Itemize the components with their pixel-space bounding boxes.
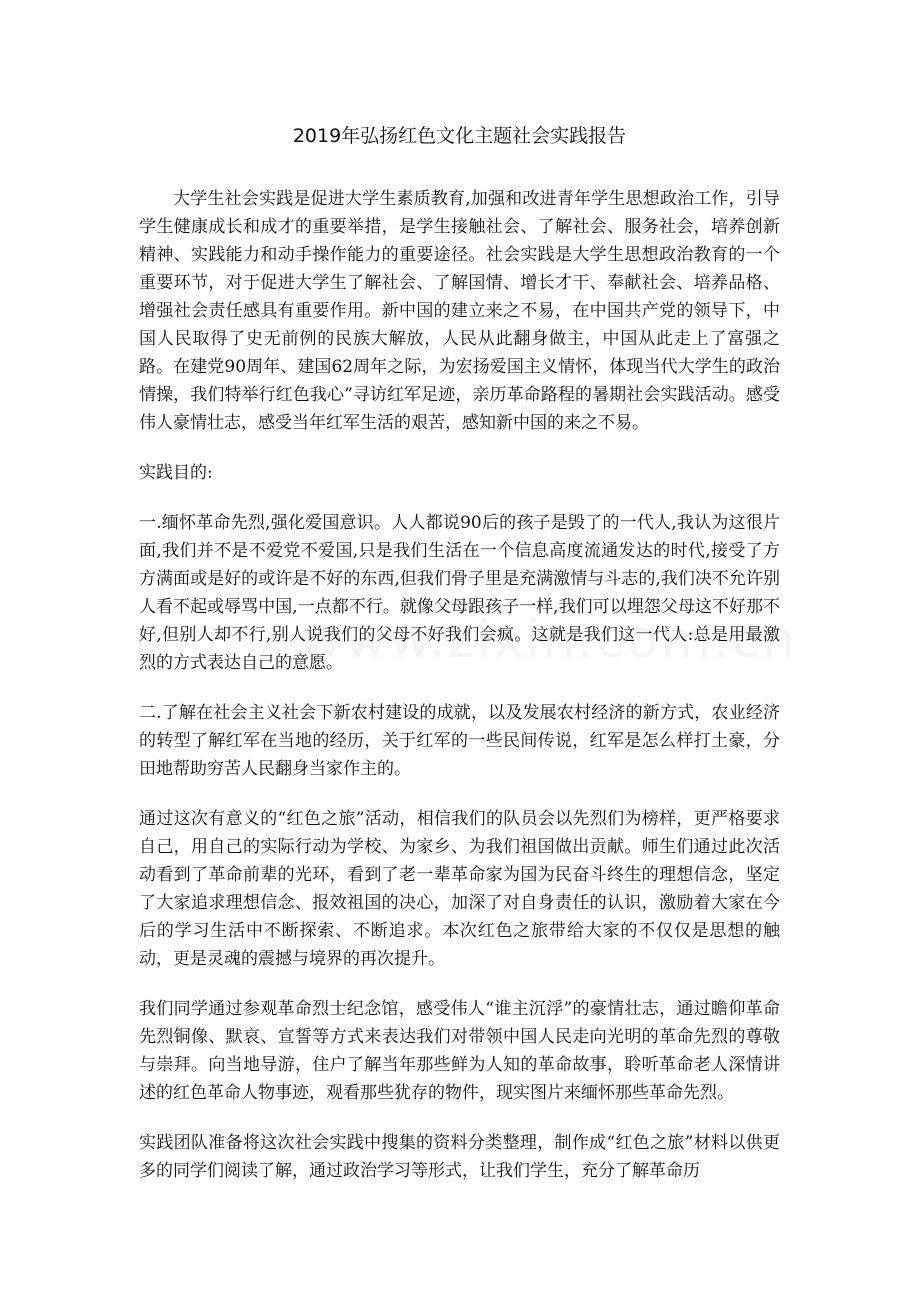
body-paragraph-1: 一.缅怀革命先烈,强化爱国意识。人人都说90后的孩子是毁了的一代人,我认为这很片面,我们并不是不爱党不爱国,只是我们生活在一个信息高度流通发达的时代,接受了方方满面或是好的或许是不好的东西,但我们骨子里是充满激情与斗志的,我们决不允许别人看不起或辱骂中国,一点都不行。就像父母跟孩子一样,我们可以埋怨父母这不好那不好,但别人却不行,别人说我们的父母不好我们会疯。这就是我们这一代人:总是用最激烈的方式表达自己的意愿。 [139,513,780,673]
section-heading: 实践目的: [139,463,213,483]
document-title: 2019年弘扬红色文化主题社会实践报告 [292,125,627,147]
intro-paragraph: 大学生社会实践是促进大学生素质教育,加强和改进青年学生思想政治工作，引导学生健康成长和成才的重要举措，是学生接触社会、了解社会、服务社会，培养创新精神、实践能力和动手操作能力的重要途径。社会实践是大学生思想政治教育的一个重要环节，对于促进大学生了解社会、了解国情、增长才干、奉献社会、培养品格、增强社会责任感具有重要作用。新中国的建立来之不易，在中国共产党的领导下，中国人民取得了史无前例的民族大解放，人民从此翻身做主，中国从此走上了富强之路。在建党90周年、建国62周年之际，为宏扬爱国主义情怀，体现当代大学生的政治情操，我们特举行红色我心”寻访红军足迹，亲历革命路程的暑期社会实践活动。感受伟人豪情壮志，感受当年红军生活的艰苦，感知新中国的来之不易。 [139,189,780,433]
document-body [139,118,780,1207]
body-paragraph-3: 通过这次有意义的“红色之旅”活动，相信我们的队员会以先烈们为榜样，更严格要求自己，用自己的实际行动为学校、为家乡、为我们祖国做出贡献。师生们通过此次活动看到了革命前辈的光环，看到了老一辈革命家为国为民奋斗终生的理想信念，坚定了大家追求理想信念、报效祖国的决心，加深了对自身责任的认识，激励着大家在今后的学习生活中不断探索、不断追求。本次红色之旅带给大家的不仅仅是思想的触动，更是灵魂的震撼与境界的再次提升。 [139,809,780,969]
body-paragraph-4: 我们同学通过参观革命烈士纪念馆，感受伟人“谁主沉浮”的豪情壮志，通过瞻仰革命先烈铜像、默哀、宣誓等方式来表达我们对带领中国人民走向光明的革命先烈的尊敬与崇拜。向当地导游，住户了解当年那些鲜为人知的革命故事，聆听革命老人深情讲述的红色革命人物事迹，观看那些犹存的物件，现实图片来缅怀那些革命先烈。 [139,999,780,1103]
body-paragraph-5: 实践团队准备将这次社会实践中搜集的资料分类整理，制作成“红色之旅”材料以供更多的同学们阅读了解，通过政治学习等形式，让我们学生，充分了解革命历 [139,1133,780,1181]
body-paragraph-2: 二.了解在社会主义社会下新农村建设的成就，以及发展农村经济的新方式，农业经济的转型了解红军在当地的经历，关于红军的一些民间传说，红军是怎么样打土豪，分田地帮助穷苦人民翻身当家作主的。 [139,703,780,779]
